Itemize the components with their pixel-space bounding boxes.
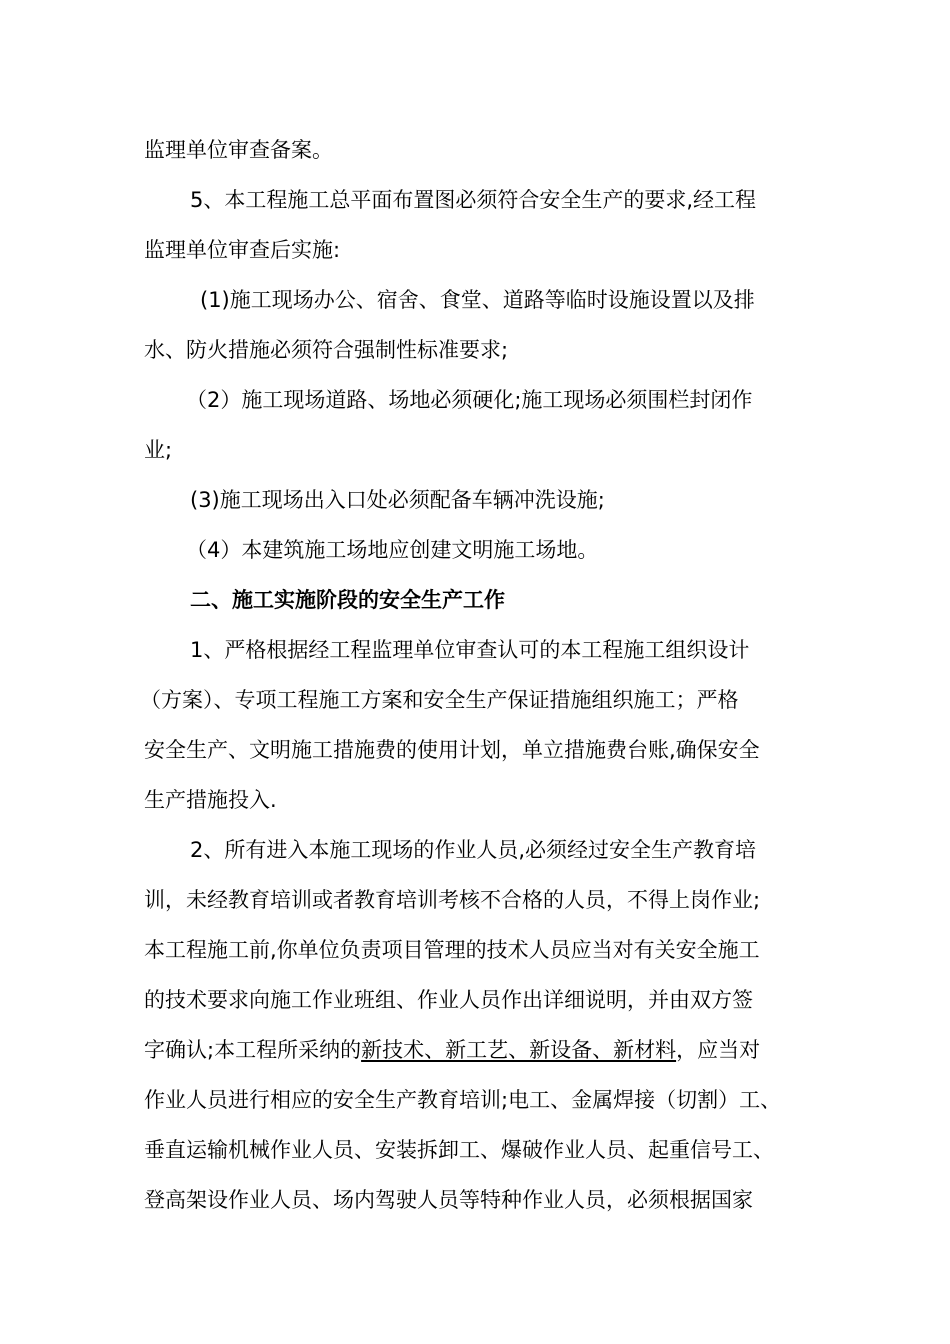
text-line-15: 2、所有进入本施工现场的作业人员,必须经过安全生产教育培 [190, 838, 757, 862]
text-line-12: （方案）、专项工程施工方案和安全生产保证措施组织施工；严格 [140, 688, 739, 712]
text-line-16: 训，未经教育培训或者教育培训考核不合格的人员，不得上岗作业; [144, 888, 761, 912]
text-line-19 [144, 1034, 950, 1066]
text-line-4: (1)施工现场办公、宿舍、食堂、道路等临时设施设置以及排 [200, 288, 755, 312]
text-line-19-before: 字确认;本工程所采纳的 [144, 1038, 362, 1062]
text-line-9: （4）本建筑施工场地应创建文明施工场地。 [186, 538, 599, 562]
text-line-18: 的技术要求向施工作业班组、作业人员作出详细说明，并由双方签 [144, 988, 753, 1012]
text-line-17: 本工程施工前,你单位负责项目管理的技术人员应当对有关安全施工 [144, 938, 760, 962]
section-heading: 二、施工实施阶段的安全生产工作 [190, 588, 505, 612]
text-line-1: 监理单位审查备案。 [144, 138, 333, 162]
text-line-7: 业; [144, 438, 173, 462]
text-line-6: （2）施工现场道路、场地必须硬化;施工现场必须围栏封闭作 [186, 388, 753, 412]
text-line-11: 1、严格根据经工程监理单位审查认可的本工程施工组织设计 [190, 638, 750, 662]
text-line-19-after: ，应当对 [676, 1038, 761, 1062]
text-line-14: 生产措施投入. [144, 788, 277, 812]
text-line-2: 5、本工程施工总平面布置图必须符合安全生产的要求,经工程 [190, 188, 757, 212]
text-line-5: 水、防火措施必须符合强制性标准要求; [144, 338, 509, 362]
text-line-8: (3)施工现场出入口处必须配备车辆冲洗设施; [190, 488, 605, 512]
text-line-22: 登高架设作业人员、场内驾驶人员等特种作业人员，必须根据国家 [144, 1188, 753, 1212]
text-line-20: 作业人员进行相应的安全生产教育培训;电工、金属焊接（切割）工、 [144, 1088, 782, 1112]
underlined-phrase: 新技术、新工艺、新设备、新材料 [361, 1038, 677, 1062]
text-line-3: 监理单位审查后实施: [144, 238, 341, 262]
text-line-13: 安全生产、文明施工措施费的使用计划，单立措施费台账,确保安全 [144, 738, 760, 762]
text-line-21: 垂直运输机械作业人员、安装拆卸工、爆破作业人员、起重信号工、 [144, 1138, 774, 1162]
